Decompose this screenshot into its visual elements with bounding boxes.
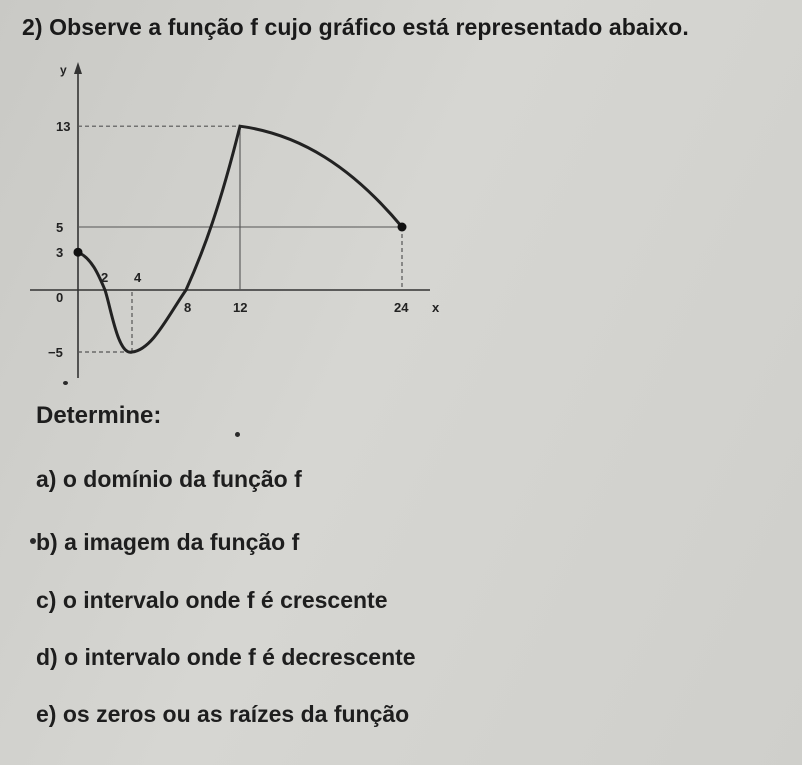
- y-tick-label: −5: [48, 345, 63, 360]
- x-tick-label: 4: [134, 270, 142, 285]
- x-tick-label: 24: [394, 300, 409, 315]
- ink-speck: [235, 432, 240, 437]
- item-d-decreasing: d) o intervalo onde f é decrescente: [36, 644, 416, 670]
- y-axis-arrow: [74, 62, 82, 74]
- x-axis-label: x: [432, 300, 440, 315]
- item-e-zeros: e) os zeros ou as raízes da função: [36, 701, 410, 727]
- item-a-domain: a) o domínio da função f: [36, 466, 302, 492]
- x-tick-label: 2: [101, 270, 109, 285]
- item-c-increasing: c) o intervalo onde f é crescente: [36, 587, 388, 613]
- item-b-image: b) a imagem da função f: [36, 529, 300, 555]
- question-title: 2) Observe a função f cujo gráfico está representado abaixo.: [22, 14, 689, 40]
- endpoint-dot-1: [398, 223, 407, 232]
- y-tick-label: 0: [56, 290, 64, 305]
- function-graph: [0, 0, 480, 400]
- ink-speck: [63, 381, 68, 385]
- y-tick-label: 5: [56, 220, 64, 235]
- x-tick-label: 12: [233, 300, 248, 315]
- y-tick-label: 13: [56, 119, 71, 135]
- determine-label: Determine:: [36, 402, 162, 429]
- ink-speck: [30, 538, 36, 544]
- y-axis-label: y: [60, 63, 67, 77]
- y-tick-label: 3: [56, 245, 64, 261]
- endpoint-dot-0: [74, 248, 83, 257]
- x-tick-label: 8: [184, 300, 192, 315]
